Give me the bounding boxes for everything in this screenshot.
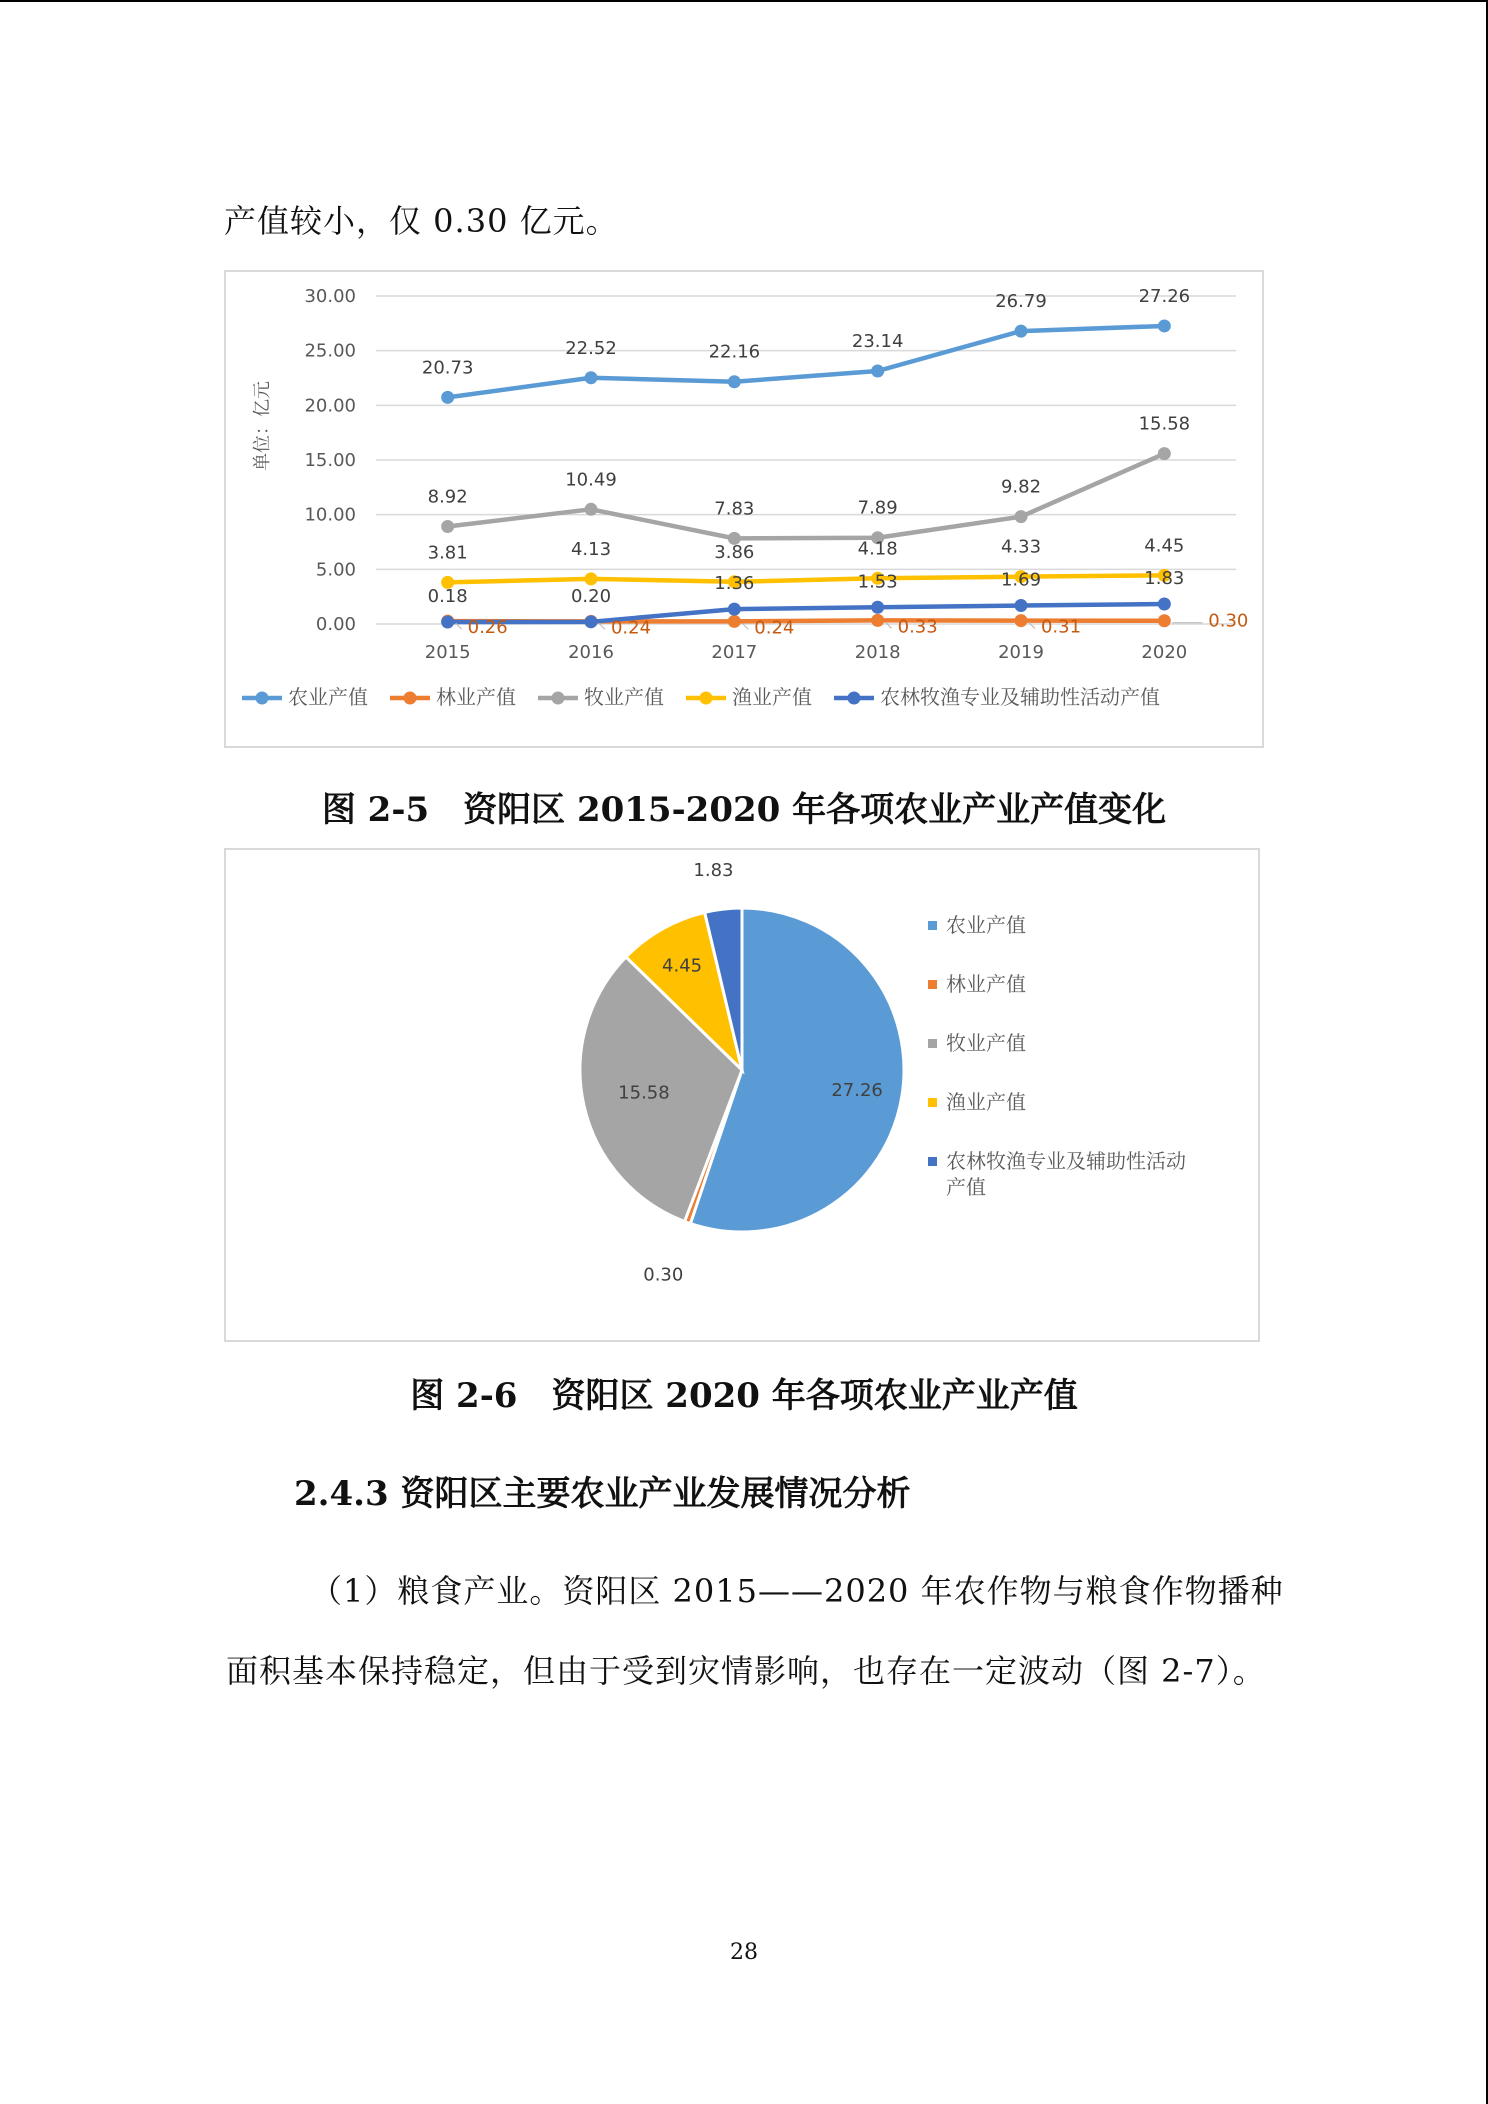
y-tick-label: 5.00 — [315, 559, 356, 581]
legend-label: 农业产值 — [946, 913, 1026, 937]
legend-swatch — [928, 1098, 937, 1107]
data-label: 4.13 — [570, 538, 612, 560]
data-label: 3.86 — [714, 541, 755, 563]
data-point — [441, 616, 454, 629]
data-point — [585, 572, 598, 585]
pie-data-label: 4.45 — [662, 955, 703, 977]
data-label: 1.83 — [1144, 567, 1185, 589]
legend-label: 牧业产值 — [946, 1031, 1026, 1055]
data-label: 0.20 — [570, 585, 612, 607]
data-label: 0.24 — [610, 617, 652, 639]
legend-label: 农林牧渔专业及辅助性活动 — [946, 1149, 1186, 1173]
x-tick-label: 2017 — [711, 642, 758, 663]
data-point — [1015, 614, 1028, 627]
data-label: 23.14 — [851, 331, 904, 353]
data-label: 1.53 — [857, 571, 898, 593]
data-label: 0.30 — [1208, 610, 1249, 632]
data-point — [728, 615, 741, 628]
data-label: 8.92 — [427, 486, 468, 508]
data-point — [1015, 599, 1028, 612]
data-label: 22.52 — [565, 337, 617, 359]
page-number: 28 — [730, 1940, 758, 1965]
legend-swatch — [928, 921, 937, 930]
data-label: 3.81 — [427, 542, 468, 564]
data-point — [1158, 447, 1171, 460]
legend-label: 渔业产值 — [946, 1090, 1026, 1114]
legend-swatch-marker — [848, 692, 861, 705]
data-point — [585, 615, 598, 628]
legend-swatch-marker — [700, 692, 713, 705]
pie-data-label: 0.30 — [643, 1264, 684, 1286]
paragraph-line-1: （1）粮食产业。资阳区 2015——2020 年农作物与粮食作物播种 — [310, 1572, 1284, 1610]
series-line — [448, 575, 1165, 582]
x-tick-label: 2015 — [424, 642, 471, 663]
data-point — [441, 520, 454, 533]
data-point — [728, 375, 741, 388]
y-axis-label: 单位：亿元 — [252, 381, 273, 471]
data-point — [1158, 614, 1171, 627]
legend-label: 林业产值 — [946, 972, 1026, 996]
y-tick-label: 30.00 — [304, 286, 356, 307]
figure-caption-2-6: 图 2-6 资阳区 2020 年各项农业产业产值 — [410, 1376, 1078, 1416]
pie-data-label: 1.83 — [693, 859, 734, 881]
data-label: 7.83 — [714, 498, 755, 520]
data-label: 4.33 — [1000, 536, 1042, 558]
legend-label: 渔业产值 — [732, 685, 812, 709]
legend-label: 农业产值 — [288, 685, 368, 709]
x-tick-label: 2016 — [568, 642, 614, 663]
y-tick-label: 20.00 — [304, 395, 356, 417]
series-line — [448, 454, 1165, 539]
series-line — [448, 326, 1165, 397]
data-label: 0.18 — [427, 586, 468, 608]
data-label: 1.36 — [714, 573, 755, 595]
pie-chart — [226, 850, 1258, 1340]
legend-swatch-marker — [404, 692, 417, 705]
data-label: 0.33 — [897, 616, 938, 638]
section-heading: 2.4.3 资阳区主要农业产业发展情况分析 — [294, 1474, 911, 1514]
paragraph-line-2: 面积基本保持稳定，但由于受到灾情影响，也存在一定波动（图 2-7）。 — [226, 1652, 1266, 1690]
legend-label: 农林牧渔专业及辅助性活动产值 — [880, 685, 1160, 709]
data-label: 0.24 — [754, 617, 795, 639]
legend-swatch-marker — [256, 692, 269, 705]
pie-data-label: 15.58 — [618, 1082, 670, 1104]
line-chart — [226, 272, 1262, 746]
data-label: 1.69 — [1000, 569, 1042, 591]
line-chart-box — [224, 270, 1264, 748]
y-tick-label: 0.00 — [315, 614, 356, 635]
x-tick-label: 2018 — [854, 642, 901, 663]
data-point — [1015, 510, 1028, 523]
data-point — [871, 365, 884, 378]
legend-label: 林业产值 — [436, 685, 516, 709]
data-point — [871, 614, 884, 627]
data-point — [1158, 319, 1171, 332]
intro-line: 产值较小，仅 0.30 亿元。 — [224, 202, 619, 240]
data-label: 27.26 — [1138, 285, 1191, 307]
data-point — [585, 503, 598, 516]
pie-chart-box — [224, 848, 1260, 1342]
pie-data-label: 27.26 — [831, 1079, 883, 1101]
data-label: 0.31 — [1040, 616, 1082, 638]
data-point — [728, 603, 741, 616]
legend-swatch-marker — [552, 692, 565, 705]
data-label: 22.16 — [708, 341, 761, 363]
legend-label: 产值 — [946, 1175, 986, 1199]
data-label: 20.73 — [421, 357, 474, 379]
data-point — [871, 601, 884, 614]
data-label: 9.82 — [1000, 476, 1042, 498]
legend-swatch — [928, 1039, 937, 1048]
data-label: 4.18 — [857, 538, 898, 560]
data-point — [1015, 325, 1028, 338]
data-point — [585, 371, 598, 384]
x-tick-label: 2020 — [1141, 642, 1188, 663]
data-label: 26.79 — [995, 291, 1047, 313]
data-label: 10.49 — [565, 469, 617, 491]
data-label: 7.89 — [857, 497, 898, 519]
figure-caption-2-5: 图 2-5 资阳区 2015-2020 年各项农业产业产值变化 — [321, 790, 1167, 830]
y-tick-label: 25.00 — [304, 340, 356, 362]
legend-swatch — [928, 1157, 937, 1166]
y-tick-label: 10.00 — [304, 504, 356, 526]
data-point — [441, 391, 454, 404]
data-label: 15.58 — [1138, 413, 1191, 435]
data-label: 0.26 — [467, 617, 508, 639]
x-tick-label: 2019 — [998, 642, 1044, 663]
legend-label: 牧业产值 — [584, 685, 664, 709]
data-point — [1158, 597, 1171, 610]
data-label: 4.45 — [1144, 535, 1185, 557]
y-tick-label: 15.00 — [304, 450, 356, 471]
legend-swatch — [928, 980, 937, 989]
